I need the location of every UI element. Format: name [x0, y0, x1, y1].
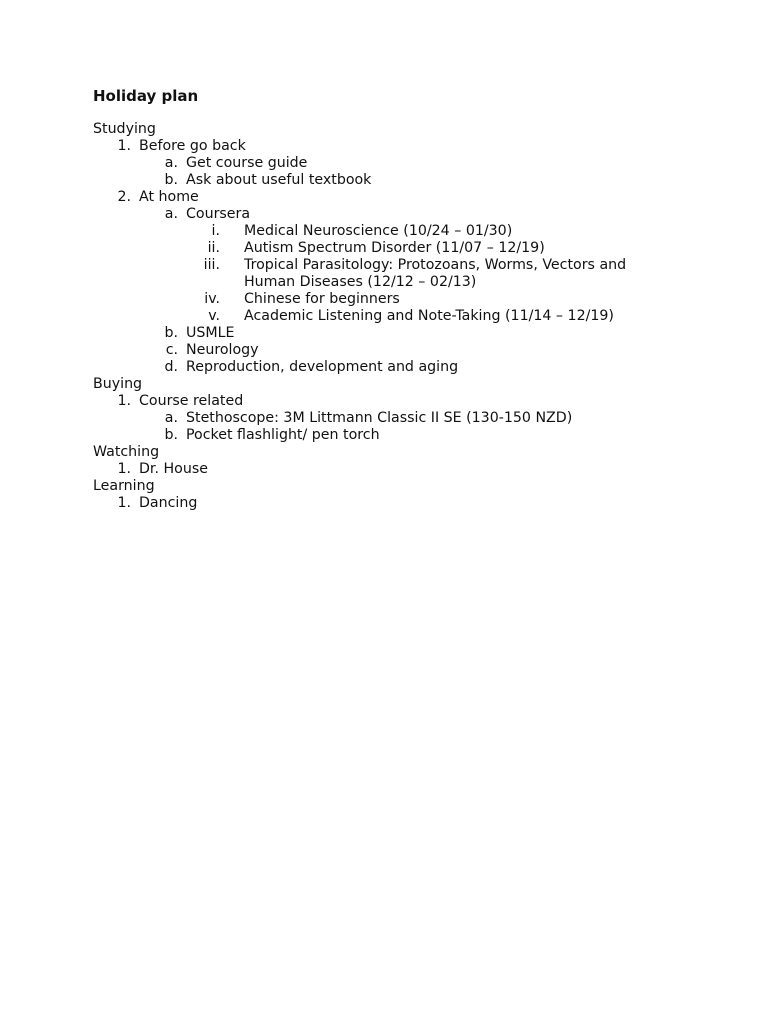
outline-item: [0, 155, 768, 172]
outline-item: [0, 325, 768, 342]
list-marker: i.: [211, 223, 220, 239]
outline-item: [0, 274, 768, 291]
section-heading: [0, 478, 768, 495]
outline-item: [0, 223, 768, 240]
list-marker: 1.: [117, 461, 131, 477]
outline-item-text: Reproduction, development and aging: [186, 359, 459, 375]
outline-item: [0, 410, 768, 427]
outline-item-text: Get course guide: [186, 155, 308, 171]
outline-item-text: Tropical Parasitology: Protozoans, Worms, Vectors and: [244, 257, 627, 273]
outline-item-text: Ask about useful textbook: [186, 172, 372, 188]
outline-item-text: Studying: [93, 121, 156, 137]
outline-item-text: Stethoscope: 3M Littmann Classic II SE (130-150 NZD): [186, 410, 573, 426]
list-marker: b.: [164, 427, 178, 443]
outline-item-text: Buying: [93, 376, 143, 392]
list-marker: a.: [164, 410, 178, 426]
list-marker: v.: [208, 308, 220, 324]
outline-item: [0, 308, 768, 325]
outline-item-text: At home: [139, 189, 199, 205]
list-marker: iv.: [204, 291, 220, 307]
outline-item: [0, 359, 768, 376]
document-title: Holiday plan: [93, 87, 199, 105]
list-marker: ii.: [207, 240, 220, 256]
section-heading: [0, 121, 768, 138]
outline-item: [0, 393, 768, 410]
outline-item-text: Course related: [139, 393, 244, 409]
list-marker: a.: [164, 155, 178, 171]
outline-item: [0, 427, 768, 444]
outline-item: [0, 257, 768, 274]
list-marker: 2.: [117, 189, 131, 205]
outline-item: [0, 342, 768, 359]
outline-item: [0, 138, 768, 155]
outline-item-text: Before go back: [139, 138, 246, 154]
outline-item-text: USMLE: [186, 325, 235, 341]
outline-item-text: Learning: [93, 478, 155, 494]
outline-item: [0, 172, 768, 189]
outline-item-text: Academic Listening and Note-Taking (11/14 – 12/19): [244, 308, 614, 324]
outline-item: [0, 189, 768, 206]
outline-item-text: Watching: [93, 444, 160, 460]
outline-item-text: Human Diseases (12/12 – 02/13): [244, 274, 477, 290]
outline-item: [0, 206, 768, 223]
outline-item-text: Dr. House: [139, 461, 208, 477]
section-heading: [0, 444, 768, 461]
outline-item: [0, 495, 768, 512]
list-marker: b.: [164, 325, 178, 341]
list-marker: 1.: [117, 138, 131, 154]
list-marker: a.: [164, 206, 178, 222]
list-marker: 1.: [117, 495, 131, 511]
outline-item: [0, 461, 768, 478]
list-marker: d.: [164, 359, 178, 375]
list-marker: c.: [165, 342, 178, 358]
list-marker: iii.: [203, 257, 220, 273]
outline-item-text: Neurology: [186, 342, 259, 358]
outline-list: [0, 121, 768, 512]
outline-item-text: Autism Spectrum Disorder (11/07 – 12/19): [244, 240, 545, 256]
list-marker: 1.: [117, 393, 131, 409]
section-heading: [0, 376, 768, 393]
outline-item-text: Medical Neuroscience (10/24 – 01/30): [244, 223, 513, 239]
outline-item-text: Coursera: [186, 206, 251, 222]
outline-item-text: Dancing: [139, 495, 198, 511]
outline-item-text: Chinese for beginners: [244, 291, 400, 307]
outline-item-text: Pocket flashlight/ pen torch: [186, 427, 380, 443]
list-marker: b.: [164, 172, 178, 188]
outline-item: [0, 291, 768, 308]
outline-item: [0, 240, 768, 257]
